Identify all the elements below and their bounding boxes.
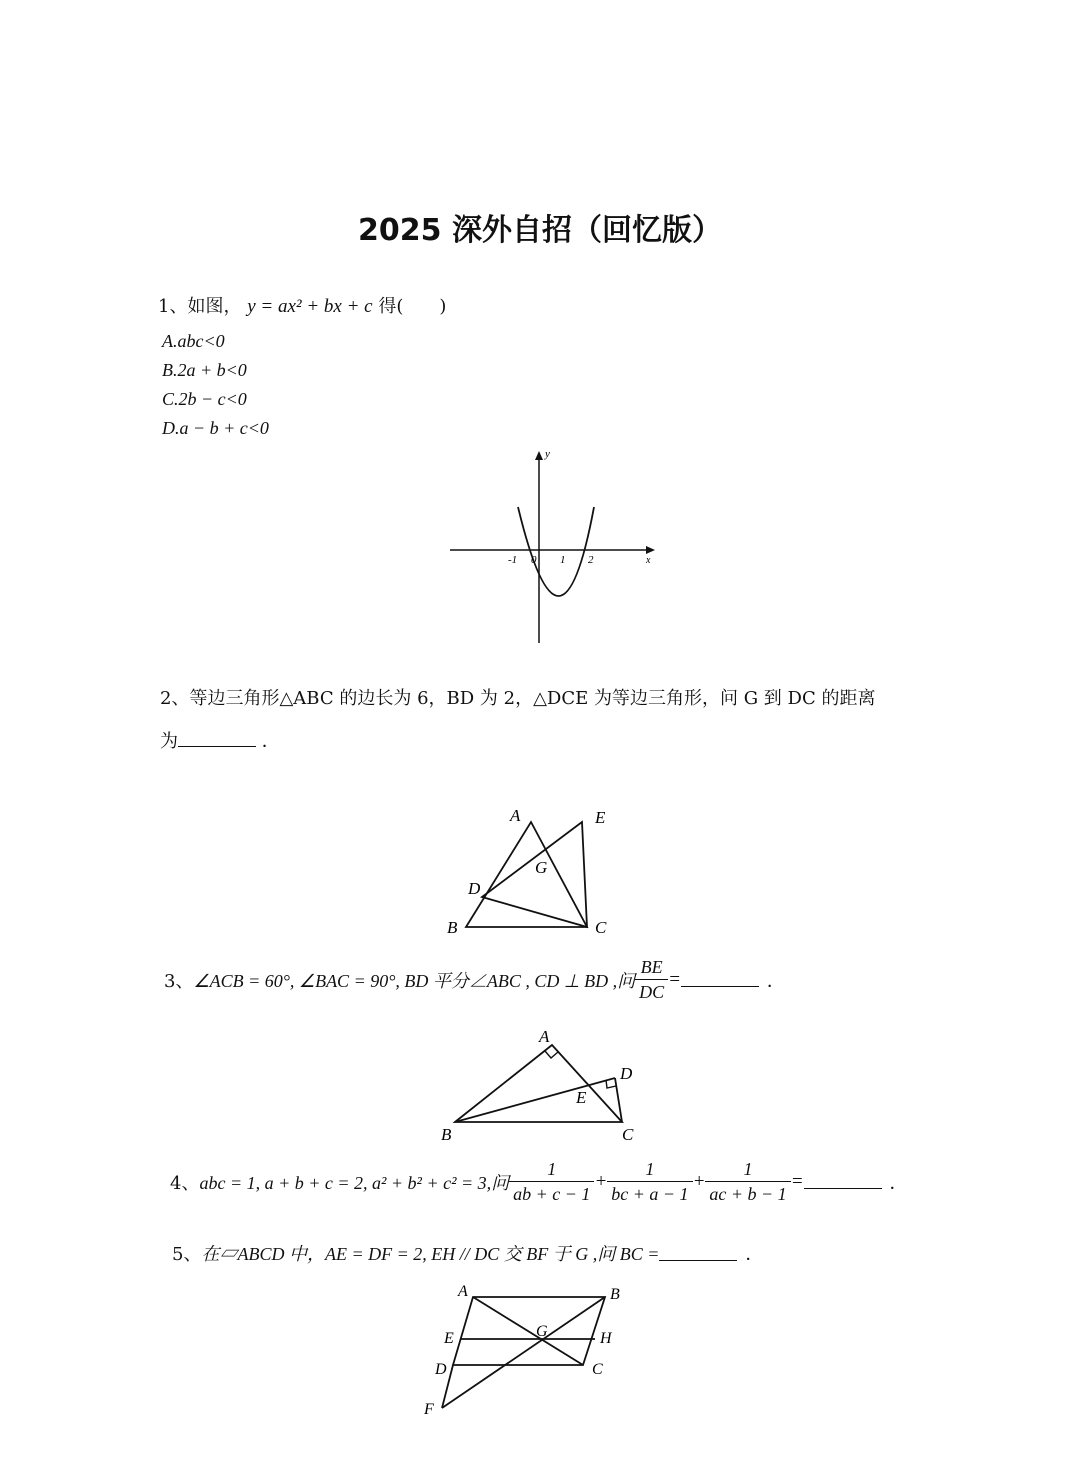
label-e: E <box>595 808 606 827</box>
fraction-denominator: ab + c − 1 <box>513 1184 591 1204</box>
question-2-period: ． <box>261 731 280 752</box>
tick-label-2: 2 <box>588 554 594 566</box>
label-b: B <box>447 918 458 937</box>
question-2-line-1 <box>160 684 875 710</box>
label-a: A <box>539 1027 550 1046</box>
label-a: A <box>458 1283 468 1300</box>
question-5-number: 5、 <box>172 1244 202 1265</box>
plus-sign: + <box>594 1170 608 1192</box>
question-1-option-d: D.a − b + c<0 <box>162 418 269 438</box>
label-c: C <box>622 1125 634 1144</box>
question-2-text: 等边三角形△ABC 的边长为 6，BD 为 2，△DCE 为等边三角形，问 G 到 DC 的距离 <box>189 688 876 709</box>
question-4-period: ． <box>889 1172 908 1194</box>
fraction-numerator: 1 <box>509 1157 594 1182</box>
question-2-figure <box>440 800 630 940</box>
question-3-text: ∠ACB = 60°, ∠BAC = 90°, BD 平分∠ABC , CD ⊥ BD ,问 <box>193 970 636 991</box>
right-angle-mark-a <box>545 1051 558 1058</box>
label-h: H <box>600 1330 612 1347</box>
label-d: D <box>435 1361 447 1378</box>
fraction-numerator: 1 <box>607 1157 692 1182</box>
question-1-option-a: A.abc<0 <box>162 331 225 351</box>
question-5-answer-blank[interactable] <box>659 1246 737 1261</box>
question-1-option-b: B.2a + b<0 <box>162 360 247 380</box>
tick-label-0: 0 <box>531 554 537 566</box>
right-angle-mark-d <box>606 1080 616 1088</box>
fraction-denominator: ac + b − 1 <box>709 1184 787 1204</box>
triangle-abc <box>466 822 587 927</box>
question-1-parabola-graph <box>440 445 670 650</box>
question-3-fraction-denominator: DC <box>639 982 665 1002</box>
y-axis-arrow-icon <box>535 451 543 460</box>
question-5-figure <box>415 1278 630 1418</box>
label-c: C <box>592 1361 603 1378</box>
label-g: G <box>535 858 548 877</box>
x-axis-label: x <box>646 555 651 566</box>
question-5-stem <box>172 1240 763 1266</box>
question-5-period: ． <box>745 1244 764 1265</box>
question-4-fraction-2 <box>607 1157 692 1206</box>
question-1-suffix: 得( ) <box>378 296 447 317</box>
question-4-equals: = <box>790 1170 804 1192</box>
question-4-text: abc = 1, a + b + c = 2, a² + b² + c² = 3,问 <box>199 1172 510 1193</box>
question-2-text-cont: 为 <box>160 731 178 752</box>
fraction-denominator: bc + a − 1 <box>611 1184 689 1204</box>
question-2-answer-blank[interactable] <box>178 732 256 747</box>
question-1-number: 1、 <box>158 296 188 317</box>
question-4-fraction-1 <box>509 1157 594 1206</box>
segment-ac <box>473 1297 583 1365</box>
label-a: A <box>510 806 521 825</box>
label-e: E <box>444 1330 454 1347</box>
question-4-stem <box>170 1157 908 1206</box>
tick-label-neg1: -1 <box>508 554 518 566</box>
label-b: B <box>610 1286 620 1303</box>
label-e: E <box>576 1088 587 1107</box>
segment-bd <box>455 1078 615 1122</box>
plus-sign: + <box>692 1170 706 1192</box>
question-3-fraction-numerator: BE <box>635 955 668 980</box>
label-d: D <box>468 879 481 898</box>
question-3-number: 3、 <box>164 970 194 992</box>
question-1-formula: y = ax² + bx + c <box>247 296 373 317</box>
fraction-numerator: 1 <box>705 1157 790 1182</box>
question-1-option-c: C.2b − c<0 <box>162 389 247 409</box>
question-3-period: ． <box>766 970 785 992</box>
question-3-fraction <box>635 955 668 1004</box>
page-title: 2025 深外自招（回忆版） <box>358 213 722 248</box>
label-g: G <box>536 1323 548 1340</box>
x-axis-arrow-icon <box>646 546 655 554</box>
question-3-answer-blank[interactable] <box>681 972 759 987</box>
y-axis-label: y <box>545 448 550 460</box>
label-b: B <box>441 1125 452 1144</box>
question-2-line-2 <box>160 727 280 753</box>
label-c: C <box>595 918 607 937</box>
question-4-fraction-3 <box>705 1157 790 1206</box>
question-3-figure <box>435 1025 645 1147</box>
question-3-stem <box>164 955 785 1004</box>
question-1-prefix: 如图， <box>187 296 242 317</box>
question-2-number: 2、 <box>160 688 190 709</box>
parabola-curve <box>518 507 594 596</box>
question-4-answer-blank[interactable] <box>804 1174 882 1189</box>
question-5-text: 在▱ABCD 中，AE = DF = 2, EH // DC 交 BF 于 G ,问 BC = <box>201 1244 660 1264</box>
question-1-stem <box>158 292 446 318</box>
label-d: D <box>620 1064 633 1083</box>
segment-bf <box>442 1297 605 1408</box>
tick-label-1: 1 <box>560 554 566 566</box>
label-f: F <box>424 1401 434 1418</box>
question-4-number: 4、 <box>170 1172 200 1194</box>
question-3-equals: = <box>668 968 681 990</box>
